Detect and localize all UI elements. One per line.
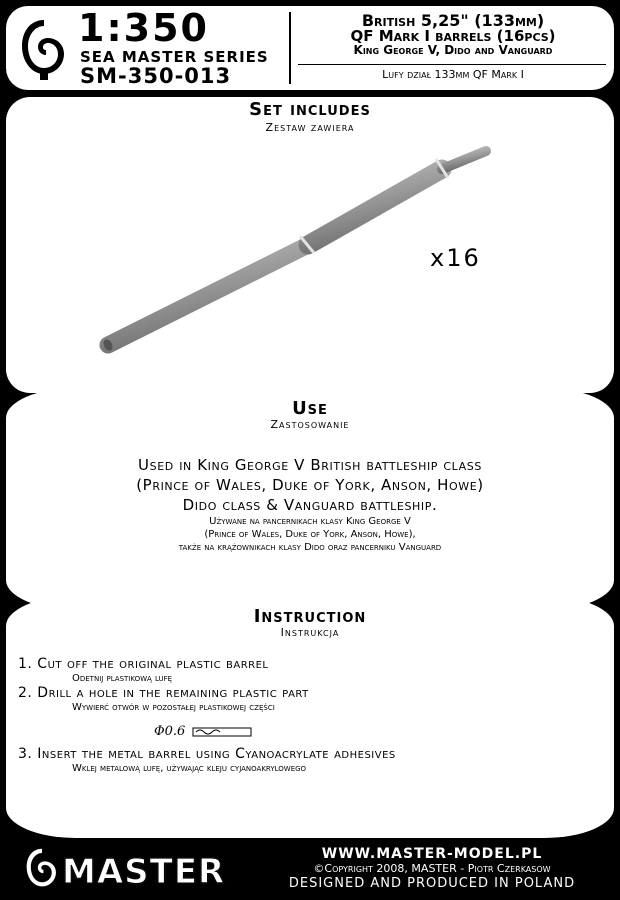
header-panel — [6, 6, 614, 90]
use-pl-line-2: (Prince of Wales, Duke of York, Anson, Howe), — [204, 529, 416, 540]
use-subtitle: Zastosowanie — [270, 418, 350, 431]
use-en-line-2: (Prince of Wales, Duke of York, Anson, Howe) — [136, 476, 484, 494]
made-in: DESIGNED AND PRODUCED IN POLAND — [288, 876, 576, 891]
title-line-2: QF Mark I barrels (16pcs) — [350, 27, 556, 45]
series-label: SEA MASTER SERIES — [80, 48, 269, 66]
title-divider — [298, 64, 606, 65]
use-en-line-1: Used in King George V British battleship class — [138, 456, 482, 474]
header-divider — [289, 12, 291, 84]
step-2-pl: Wywierć otwór w pozostałej plastikowej części — [72, 702, 275, 713]
use-panel — [6, 388, 614, 610]
instruction-subtitle: Instrukcja — [280, 626, 340, 639]
master-logo-icon — [18, 16, 70, 82]
title-line-1: British 5,25" (133mm) — [361, 11, 545, 30]
set-includes-subtitle: Zestaw zawiera — [265, 121, 355, 134]
set-includes-title: Set includes — [249, 99, 371, 120]
brand-name: MASTER — [62, 852, 226, 892]
title-polish: Lufy dział 133mm QF Mark I — [382, 68, 524, 81]
use-pl-line-3: także na krążownikach klasy Dido oraz pancerniku Vanguard — [178, 542, 442, 553]
step-3-pl: Wklej metalową lufę, używając kleju cyjanoakrylowego — [72, 763, 307, 774]
title-line-3: King George V, Dido and Vanguard — [353, 43, 553, 57]
product-code: SM-350-013 — [80, 64, 232, 88]
drill-size-label: Φ0.6 — [154, 724, 186, 739]
step-1-pl: Odetnij plastikową lufę — [72, 673, 173, 684]
website-url[interactable]: WWW.MASTER-MODEL.PL — [321, 846, 543, 862]
set-includes-panel — [6, 97, 614, 393]
product-title — [296, 12, 610, 57]
copyright: ©Copyright 2008, MASTER - Piotr Czerkasow — [313, 862, 551, 875]
footer — [0, 838, 620, 900]
step-2: 2. Drill a hole in the remaining plastic part — [18, 685, 309, 701]
use-pl-line-1: Używane na pancernikach klasy King George V — [209, 516, 411, 527]
instruction-panel — [6, 596, 614, 838]
scale-label: 1:350 — [78, 6, 209, 50]
step-3: 3. Insert the metal barrel using Cyanoacrylate adhesives — [18, 746, 396, 762]
quantity-label: x16 — [430, 244, 481, 272]
instruction-title: Instruction — [253, 606, 367, 627]
master-logo-icon — [22, 846, 62, 892]
use-title: Use — [292, 398, 328, 419]
drill-bit-icon — [192, 725, 252, 739]
step-1: 1. Cut off the original plastic barrel — [18, 656, 269, 672]
use-en-line-3: Dido class & Vanguard battleship. — [182, 496, 438, 514]
